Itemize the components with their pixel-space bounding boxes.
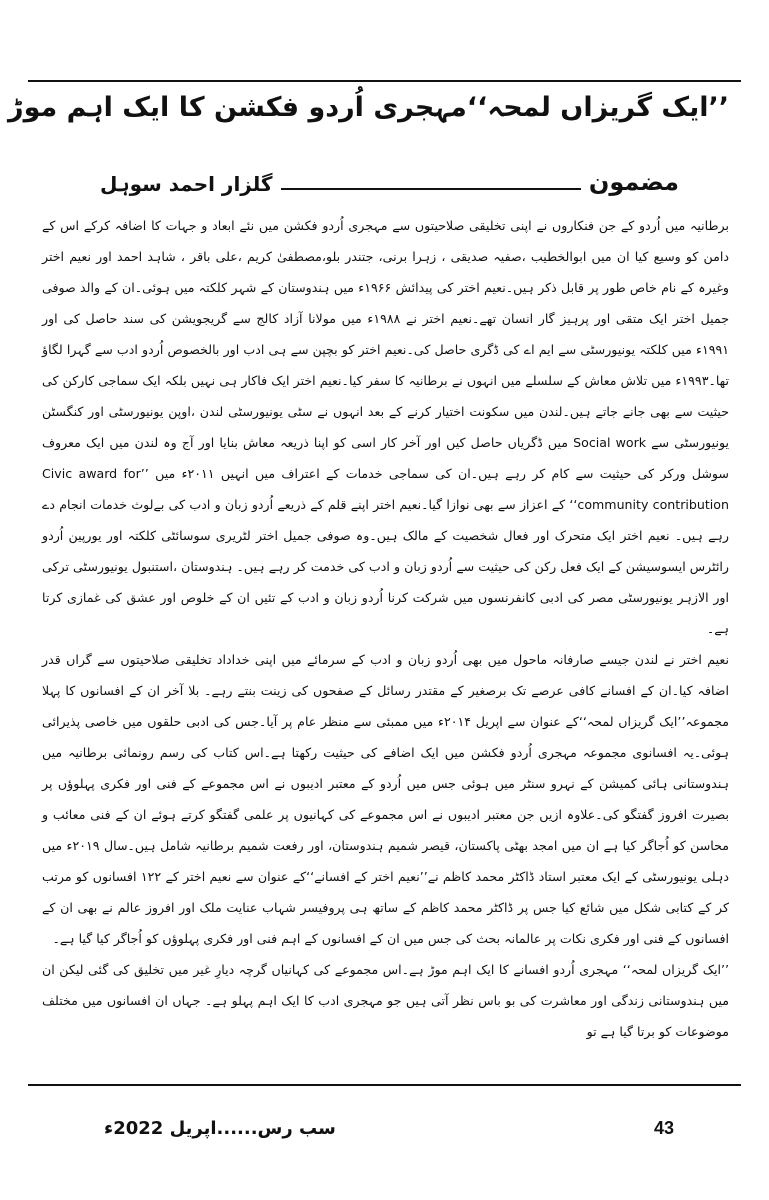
paragraph-3: ’’ایک گریزاں لمحہ‘‘ مہجری اُردو افسانے کا ایک اہم موڑ ہے۔اس مجموعے کی کہانیاں گرچہ دیارِ غیر میں تخلیق کی گئی لیکن ان میں ہندوستانی زندگی اور معاشرت کی بو باس نظر آتی ہیں جو مہجری ادب کا ایک اہم پہلو ہے۔ جہاں ان افسانوں میں مختلف موضوعات کو برتا گیا ہے تو — [42, 962, 729, 1039]
article-body — [42, 210, 729, 1039]
bottom-rule — [28, 1084, 741, 1086]
article-title: ’’ایک گریزاں لمحہ‘‘مہجری اُردو فکشن کا ایک اہم موڑ — [8, 92, 729, 123]
top-rule — [28, 80, 741, 82]
paragraph-2: نعیم اختر نے لندن جیسے صارفانہ ماحول میں بھی اُردو زبان و ادب کے سرمائے میں اپنی خداداد تخلیقی صلاحیتوں سے گراں قدر اضافہ کیا۔ان کے افسانے کافی عرصے تک برصغیر کے مقتدر رسائل کے صفحوں کی زینت بنتے رہے۔ بلا آخر ان کے افسانوں کا پہلا مجموعہ’’ایک گریزاں لمحہ‘‘کے عنوان سے اپریل ۲۰۱۴ء میں ممبئی سے منظر عام پر آیا۔جس کی ادبی حلقوں میں خاصی پذیرائی ہوئی۔یہ افسانوی مجموعہ مہجری اُردو فکشن میں ایک اضافے کی حیثیت رکھتا ہے۔اس کتاب کی رسم رونمائی برطانیہ میں ہندوستانی ہائی کمیشن کے نہرو سنٹر میں ہوئی جس میں اُردو کے معتبر ادیبوں نے اس مجموعے کے فنی اور فکری پہلوؤں پر بصیرت افروز گفتگو کی۔علاوہ ازیں جن معتبر ادیبوں نے اس مجموعے کی کہانیوں پر علمی گفتگو کرتے ہوئے ان کے فنی معائب و محاسن کو اُجاگر کیا ہے ان میں امجد بھٹی پاکستان، قیصر شمیم ہندوستان، اور رفعت شمیم برطانیہ شامل ہیں۔سال ۲۰۱۹ء میں دہلی یونیورسٹی کے ایک معتبر استاد ڈاکٹر محمد کاظم نے’’نعیم اختر کے افسانے‘‘کے عنوان سے نعیم اختر کے ۱۲۲ افسانوں کو مرتب کر کے کتابی شکل میں شائع کیا جس پر ڈاکٹر محمد کاظم کے ساتھ ہی پروفیسر شہاب عنایت ملک اور افروز عالم نے بھی ان کے افسانوں کے فنی اور فکری نکات پر عالمانہ بحث کی جس میں ان کے افسانوں کے اہم فنی اور فکری پہلوؤں کو اُجاگر کیا گیا ہے۔ — [42, 652, 729, 946]
footer-magazine: سب رس......اپریل 2022ء — [104, 1118, 336, 1139]
author-name: گلزار احمد سوہل — [100, 172, 273, 196]
paragraph-1: برطانیہ میں اُردو کے جن فنکاروں نے اپنی تخلیقی صلاحیتوں سے مہجری اُردو فکشن میں نئے ابعاد و جہات کا اضافہ کرکے اس کے دامن کو وسیع کیا ان میں ابوالخطیب ،صفیہ صدیقی ، زہرا برنی، جتندر بلو،مصطفیٰ کریم ،علی باقر ، شاہد احمد اور نعیم اختر وغیرہ کے نام خاص طور پر قابل ذکر ہیں۔نعیم اختر کی پیدائش ۱۹۶۶ء میں ہندوستان کے شہر کلکتہ میں ہوئی۔ان کے والد صوفی جمیل اختر ایک متقی اور پرہیز گار انسان تھے۔نعیم اختر نے ۱۹۸۸ء میں مولانا آزاد کالج سے گریجویشن کی سند حاصل کی اور ۱۹۹۱ء میں کلکتہ یونیورسٹی سے ایم اے کی ڈگری حاصل کی۔نعیم اختر کو بچپن سے ہی ادب اور بالخصوص اُردو ادب سے گہرا لگاؤ تھا۔۱۹۹۳ء میں تلاش معاش کے سلسلے میں انہوں نے برطانیہ کا سفر کیا۔نعیم اختر ایک فاکار ہی نہیں بلکہ ایک سماجی کارکن کی حیثیت سے بھی جانے جاتے ہیں۔لندن میں سکونت اختیار کرنے کے بعد انہوں نے سٹی یونیورسٹی لندن ،اوپن یونیورسٹی اور کنگسٹن یونیورسٹی سے Social work میں ڈگریاں حاصل کیں اور آخر کار اسی کو اپنا ذریعہ معاش بنایا اور آج وہ لندن میں ایک معروف سوشل ورکر کی حیثیت سے کام کر رہے ہیں۔ان کی سماجی خدمات کے اعتراف میں انہیں ۲۰۱۱ء میں ’’Civic award for community contribution‘‘ کے اعزاز سے بھی نوازا گیا۔نعیم اختر اپنے قلم کے ذریعے اُردو زبان و ادب کی بےلوث خدمات انجام دے رہے ہیں۔ نعیم اختر ایک متحرک اور فعال شخصیت کے مالک ہیں۔وہ صوفی جمیل اختر لٹریری سوسائٹی کلکتہ اور یورپین اُردو رائٹرس ایسوسیشن کے ایک فعل رکن کی حیثیت سے اُردو زبان و ادب کی خدمت کر رہے ہیں۔ ہندوستان ،استنبول یونیورسٹی ترکی اور الازہر یونیورسٹی مصر کی ادبی کانفرنسوں میں شرکت کرنا اُردو زبان و ادب کے تئیں ان کے خلوص اور عشق کی غمازی کرتا ہے۔ — [42, 218, 729, 636]
byline-rule — [281, 188, 581, 190]
byline — [100, 160, 679, 196]
section-label: مضمون — [588, 168, 679, 196]
page-number: 43 — [653, 1118, 674, 1138]
